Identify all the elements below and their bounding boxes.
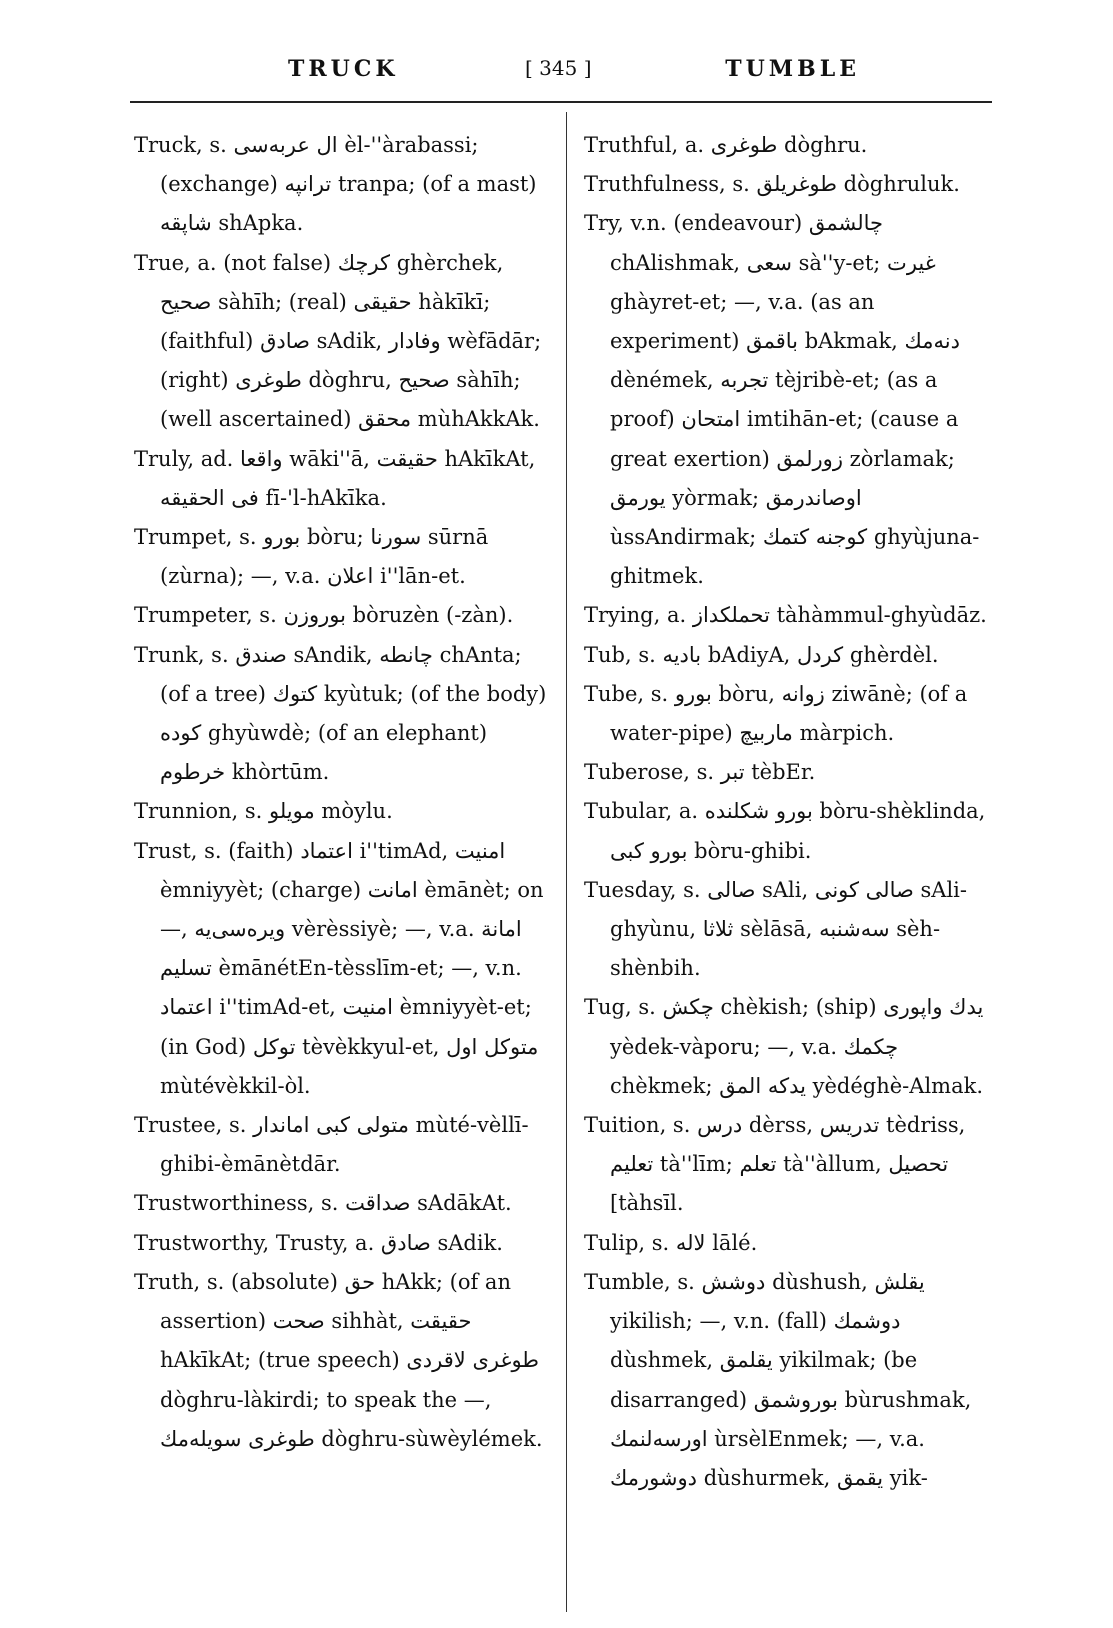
right-column <box>584 126 993 1498</box>
dictionary-entry: Trying, a. تحملكداز tàhàmmul-ghyùdāz. <box>584 603 987 628</box>
running-header <box>130 56 990 88</box>
dictionary-entry: Tubular, a. بورو شكلنده bòru-shèklinda, بورو كبی bòru-ghibi. <box>584 799 993 863</box>
dictionary-entry: Trustworthiness, s. صداقت sAdākAt. <box>134 1191 512 1216</box>
dictionary-entry: Trunnion, s. مویلو mòylu. <box>134 799 393 824</box>
dictionary-entry: Truthfulness, s. طوغریلق dòghruluk. <box>584 172 960 197</box>
page-number: [ 345 ] <box>525 56 592 80</box>
dictionary-entry: Tub, s. بادیه bAdiyA, كردل ghèrdèl. <box>584 642 939 667</box>
header-last-word: TUMBLE <box>725 56 860 82</box>
dictionary-entry: Truthful, a. طوغری dòghru. <box>584 133 868 157</box>
header-rule <box>130 101 992 103</box>
header-first-word: TRUCK <box>288 56 399 82</box>
dictionary-entry: Tube, s. بورو bòru, زوانه ziwānè; (of a water-pipe) ماربیچ màrpich. <box>584 681 974 746</box>
dictionary-entry: Truly, ad. واقعا wāki''ā, حقیقت hAkīkAt, فی الحقیقه fī-'l-hAkīka. <box>134 446 542 510</box>
column-divider <box>566 112 567 1612</box>
dictionary-entry: Trustee, s. متولی كبی اماندار mùté-vèllī-ghibi-èmānètdār. <box>134 1113 529 1177</box>
dictionary-entry: Truck, s. ال عربه‌سی èl-''àrabassi; (exchange) ترانپه tranpa; (of a mast) شاپقه shApka. <box>134 133 544 236</box>
dictionary-entry: Tuesday, s. صالی sAli, صالی كونی sAli-ghyùnu, ثلاثا sèlāsā, سه‌شنبه sèh-shènbih. <box>584 877 967 981</box>
dictionary-entry: Trumpet, s. بورو bòru; سورنا sūrnā (zùrna); —, v.a. اعلان i''lān-et. <box>134 525 495 589</box>
dictionary-entry: Trust, s. (faith) اعتماد i''timAd, امنیت èmniyyèt; (charge) امانت èmānèt; on —, ویره‌سی‌یه vèrèssiyè; —, v.a. امانة تسلیم èmānétEn-tèsslīm-et; —, v.n. اعتماد i''timAd-et, امنیت èmniyyèt-et; (in God) توكل tèvèkkyul-et, متوكل اول mùtévèkkil-òl. <box>134 838 551 1098</box>
dictionary-entry: Tug, s. چكش chèkish; (ship) یدك واپوری yèdek-vàporu; —, v.a. چكمك chèkmek; یدكه المق yèdéghè-Almak. <box>584 995 991 1098</box>
dictionary-entry: Trumpeter, s. بوروزن bòruzèn (-zàn). <box>134 603 514 628</box>
left-column <box>134 126 554 1459</box>
dictionary-entry: Truth, s. (absolute) حق hAkk; (of an assertion) صحت sihhàt, حقیقت hAkīkAt; (true speech) طوغری لاقردی dòghru-làkirdi; to speak the —, طوغری سویله‌مك dòghru-sùwèylémek. <box>134 1269 546 1451</box>
dictionary-entry: Try, v.n. (endeavour) چالشمق chAlishmak, سعی sà''y-et; غیرت ghàyret-et; —, v.a. (as an experiment) باقمق bAkmak, دنه‌مك dènémek, تجربه tèjribè-et; (as a proof) امتحان imtihān-et; (cause a great exertion) زورلمق zòrlamak; یورمق yòrmak; اوصاندرمق ùssAndirmak; كوجنه كتمك ghyùjuna-ghitmek. <box>584 211 980 589</box>
dictionary-entry: Trunk, s. صندق sAndik, چانطه chAnta; (of a tree) كتوك kyùtuk; (of the body) كوده ghyùwdè; (of an elephant) خرطوم khòrtūm. <box>134 642 554 785</box>
dictionary-entry: Tulip, s. لاله lālé. <box>584 1230 758 1255</box>
dictionary-entry: Tuberose, s. تبر tèbEr. <box>584 760 816 785</box>
dictionary-entry: True, a. (not false) كرچك ghèrchek, صحیح sàhīh; (real) حقیقی hàkīkī; (faithful) صادق sAdik, وفادار wèfādār; (right) طوغری dòghru, صحیح sàhīh; (well ascertained) محقق mùhAkkAk. <box>134 250 548 432</box>
dictionary-entry: Tuition, s. درس dèrss, تدریس tèdriss, تعلیم tà''līm; تعلم tà''àllum, تحصیل [tàhsīl. <box>584 1113 972 1216</box>
dictionary-entry: Trustworthy, Trusty, a. صادق sAdik. <box>134 1230 503 1255</box>
dictionary-entry: Tumble, s. دوشش dùshush, یقلش yikilish; —, v.n. (fall) دوشمك dùshmek, یقلمق yikilmak; (be disarranged) بوروشمق bùrushmak, اورسه‌لنمك ùrsèlEnmek; —, v.a. دوشورمك dùshurmek, یقمق yik- <box>584 1269 979 1490</box>
